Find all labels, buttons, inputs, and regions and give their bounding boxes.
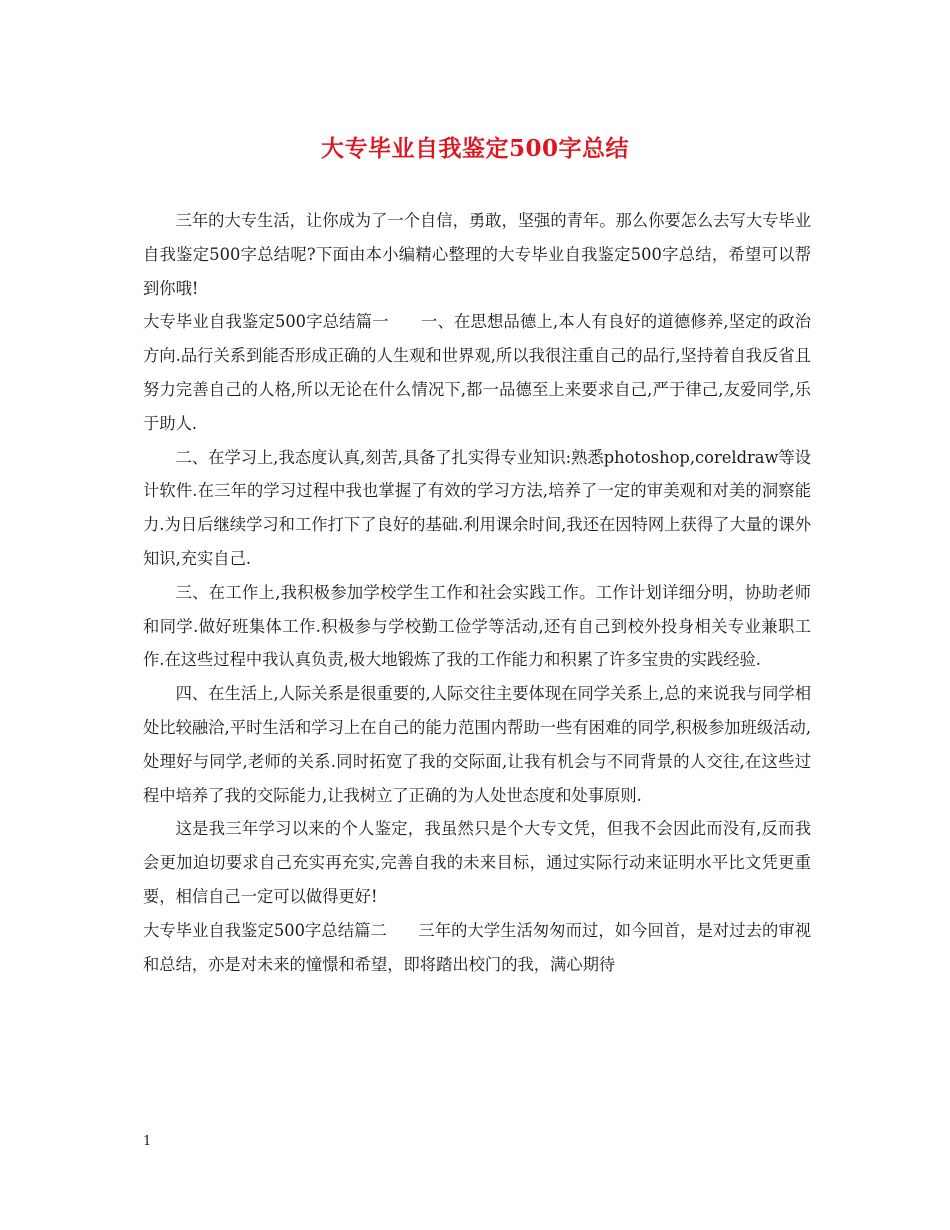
section-two-text: 大专毕业自我鉴定500字总结篇二 三年的大学生活匆匆而过，如今回首，是对过去的审视和总结，亦是对未来的憧憬和希望，即将踏出校门的我，满心期待 xyxy=(143,920,811,974)
document-body xyxy=(143,204,811,981)
section-two-paragraph xyxy=(143,914,811,982)
work-paragraph: 三、在工作上,我积极参加学校学生工作和社会实践工作。工作计划详细分明，协助老师和同学.做好班集体工作.积极参与学校勤工俭学等活动,还有自己到校外投身相关专业兼职工作.在这些过程中我认真负责,极大地锻炼了我的工作能力和积累了许多宝贵的实践经验. xyxy=(143,582,811,670)
document-title: 大专毕业自我鉴定500字总结 xyxy=(320,135,629,162)
study-paragraph: 二、在学习上,我态度认真,刻苦,具备了扎实得专业知识:熟悉photoshop,coreldraw等设计软件.在三年的学习过程中我也掌握了有效的学习方法,培养了一定的审美观和对美的洞察能力.为日后继续学习和工作打下了良好的基础.利用课余时间,我还在因特网上获得了大量的课外知识,充实自己. xyxy=(143,447,811,568)
life-paragraph: 四、在生活上,人际关系是很重要的,人际交往主要体现在同学关系上,总的来说我与同学相处比较融洽,平时生活和学习上在自己的能力范围内帮助一些有困难的同学,积极参加班级活动,处理好与同学,老师的关系.同时拓宽了我的交际面,让我有机会与不同背景的人交往,在这些过程中培养了我的交际能力,让我树立了正确的为人处世态度和处事原则. xyxy=(143,684,811,805)
intro-paragraph: 三年的大专生活，让你成为了一个自信，勇敢，坚强的青年。那么你要怎么去写大专毕业自我鉴定500字总结呢?下面由本小编精心整理的大专毕业自我鉴定500字总结，希望可以帮到你哦! xyxy=(143,211,811,298)
conclusion-paragraph: 这是我三年学习以来的个人鉴定，我虽然只是个大专文凭，但我不会因此而没有,反而我会更加迫切要求自己充实再充实,完善自我的未来目标，通过实际行动来证明水平比文凭更重要，相信自己一定可以做得更好! xyxy=(143,819,811,906)
section-one-paragraph xyxy=(143,305,811,440)
page-number: 1 xyxy=(143,1134,152,1149)
section-one-text: 大专毕业自我鉴定500字总结篇一 一、在思想品德上,本人有良好的道德修养,坚定的政治方向.品行关系到能否形成正确的人生观和世界观,所以我很注重自己的品行,坚持着自我反省且努力完善自己的人格,所以无论在什么情况下,都一品德至上来要求自己,严于律己,友爱同学,乐于助人. xyxy=(143,312,811,433)
